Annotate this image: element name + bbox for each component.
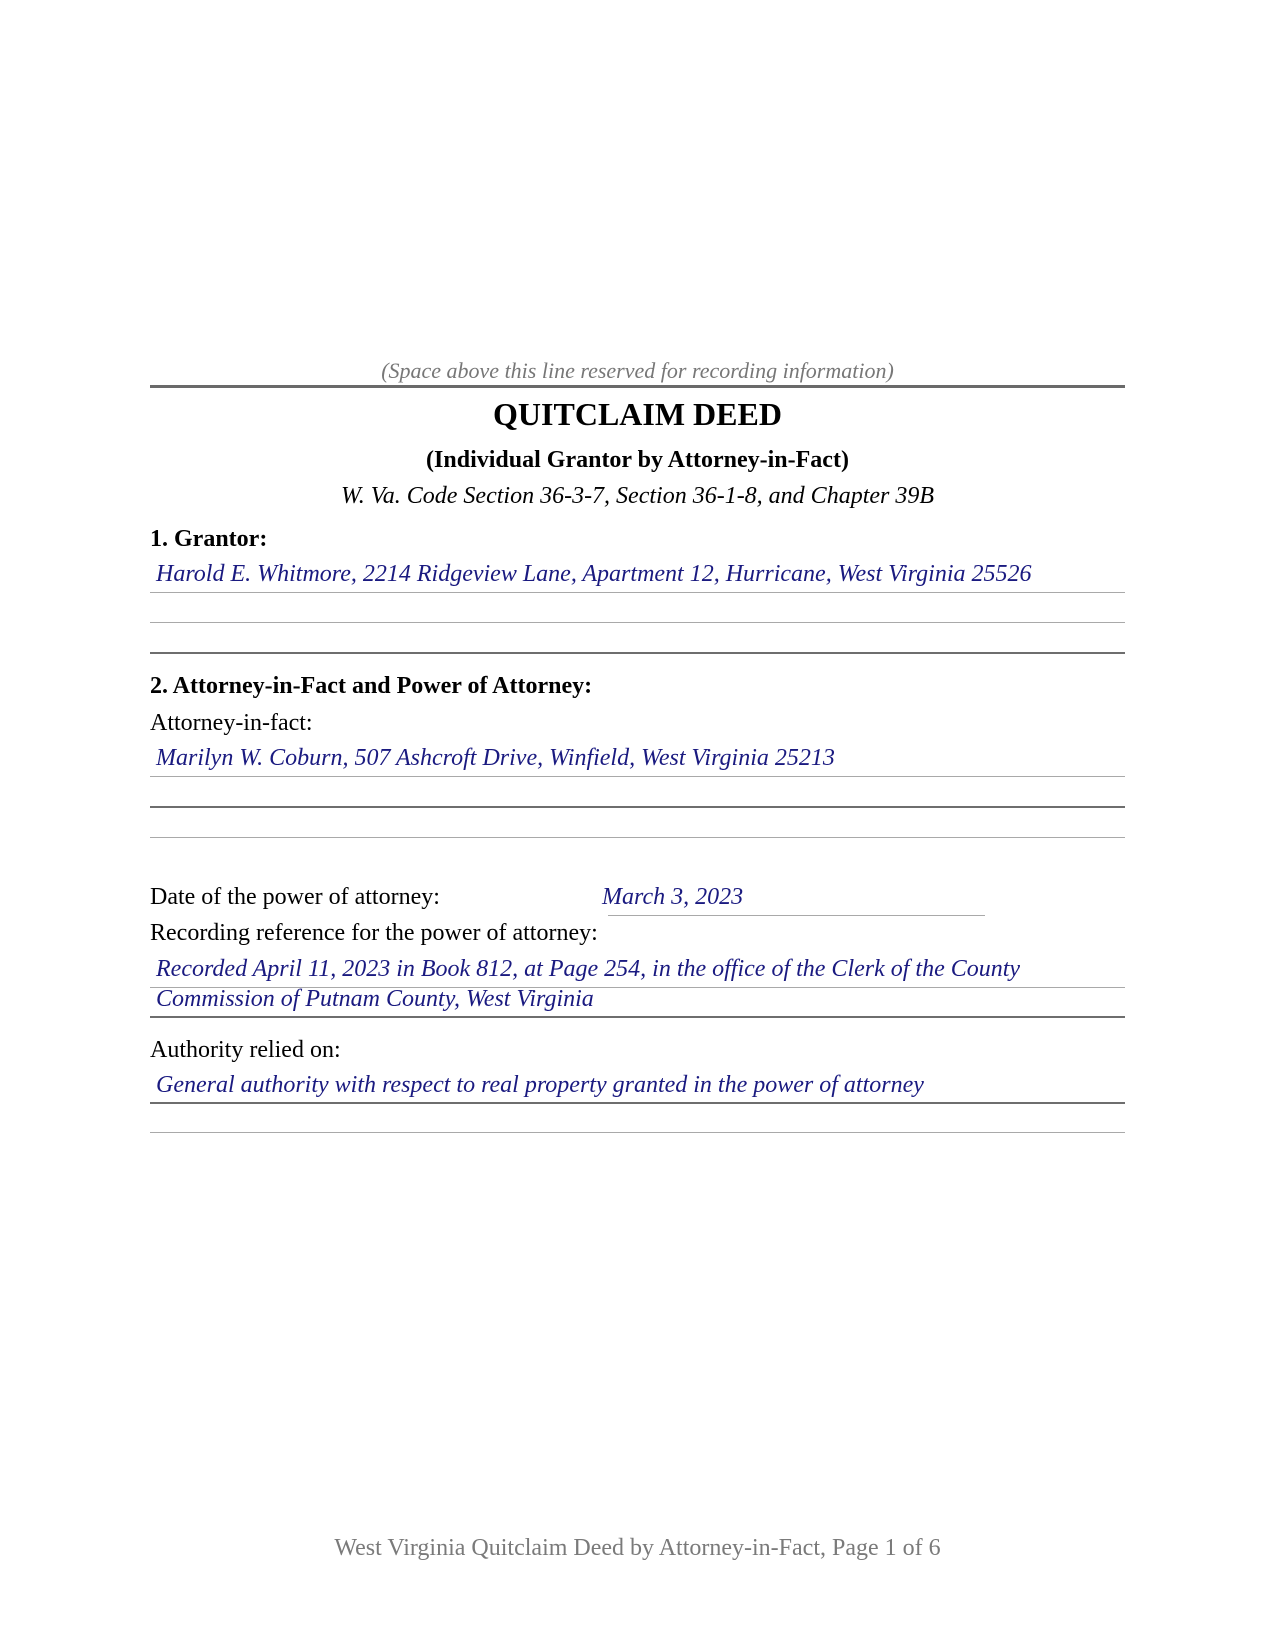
aif-line-1 xyxy=(150,776,1125,777)
authority-line-1 xyxy=(150,1102,1125,1104)
poa-recording-line2[interactable]: Commission of Putnam County, West Virginia xyxy=(156,986,594,1012)
grantor-line-3 xyxy=(150,652,1125,654)
document-subtitle: (Individual Grantor by Attorney-in-Fact) xyxy=(426,447,849,473)
authority-line-2 xyxy=(150,1132,1125,1133)
aif-line-2 xyxy=(150,806,1125,808)
poa-date-value[interactable]: March 3, 2023 xyxy=(602,884,744,910)
grantor-line-1 xyxy=(150,592,1125,593)
poa-recording-rule-2 xyxy=(150,1016,1125,1018)
grantor-heading: 1. Grantor: xyxy=(150,526,268,552)
attorney-heading: 2. Attorney-in-Fact and Power of Attorney: xyxy=(150,673,593,699)
statute-reference: W. Va. Code Section 36-3-7, Section 36-1-8, and Chapter 39B xyxy=(340,483,935,509)
aif-label: Attorney-in-fact: xyxy=(150,710,313,736)
grantor-line-2 xyxy=(150,622,1125,623)
recording-divider xyxy=(150,385,1125,388)
poa-recording-line1[interactable]: Recorded April 11, 2023 in Book 812, at Page 254, in the office of the Clerk of the County xyxy=(156,956,1021,982)
grantor-value[interactable]: Harold E. Whitmore, 2214 Ridgeview Lane, Apartment 12, Hurricane, West Virginia 25526 xyxy=(156,561,1032,587)
poa-recording-label: Recording reference for the power of attorney: xyxy=(150,920,598,946)
recording-space-note: (Space above this line reserved for recording information) xyxy=(381,358,894,383)
aif-line-3 xyxy=(150,837,1125,838)
document-title: QUITCLAIM DEED xyxy=(493,396,782,432)
poa-date-label: Date of the power of attorney: xyxy=(150,884,440,910)
page-footer: West Virginia Quitclaim Deed by Attorney-in-Fact, Page 1 of 6 xyxy=(334,1535,941,1561)
authority-value[interactable]: General authority with respect to real property granted in the power of attorney xyxy=(156,1072,924,1098)
authority-label: Authority relied on: xyxy=(150,1037,341,1063)
aif-value[interactable]: Marilyn W. Coburn, 507 Ashcroft Drive, Winfield, West Virginia 25213 xyxy=(156,745,835,771)
poa-date-line xyxy=(608,915,985,916)
